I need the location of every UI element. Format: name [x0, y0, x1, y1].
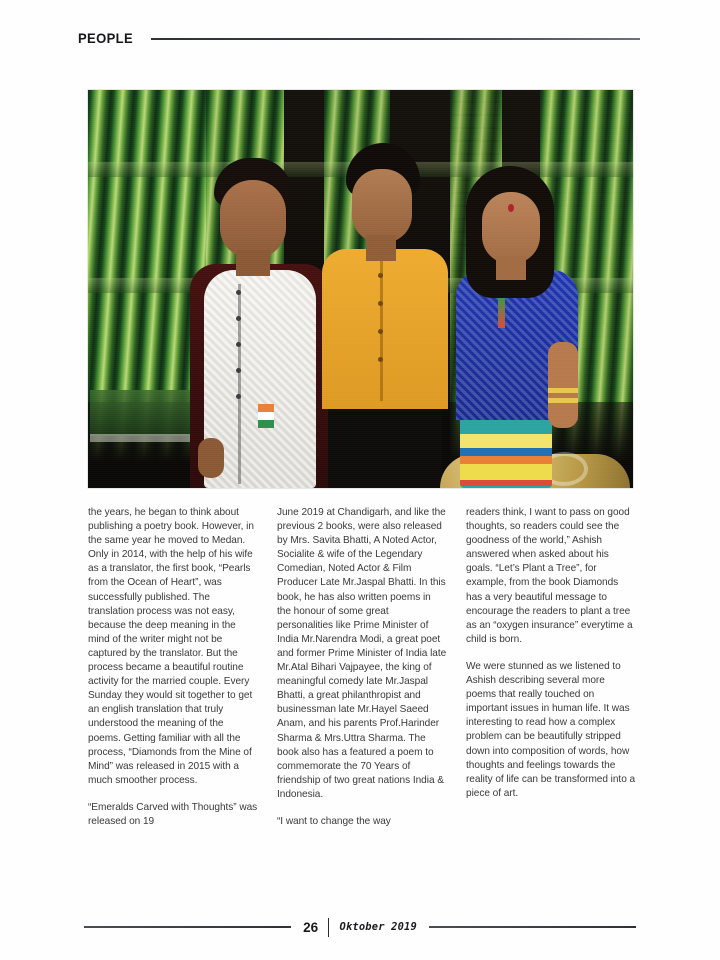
vest-button: [236, 316, 241, 321]
text-column-3: [466, 506, 636, 842]
paragraph: “I want to change the way: [277, 815, 391, 827]
header-rule: [151, 38, 640, 40]
bangle: [548, 398, 578, 403]
face: [352, 169, 412, 243]
lapel-pin: [258, 404, 274, 428]
vest-button: [236, 368, 241, 373]
vest-button: [236, 290, 241, 295]
kurta-button: [378, 357, 383, 362]
page-footer: [84, 916, 636, 938]
issue-date: Oktober 2019: [339, 921, 417, 933]
paragraph: We were stunned as we listened to Ashish describing several more poems that really touched on important issues in human life. It was interesting to read how a complex problem can be beautifully stripped down into composition of words, how thoughts and feelings towards the reality of life can be transformed into a piece of art.: [466, 660, 636, 799]
footer-divider: [328, 918, 329, 937]
face: [482, 192, 540, 264]
necklace-tassel: [498, 294, 505, 328]
arm: [548, 342, 578, 428]
bangle: [548, 388, 578, 393]
article-photo: [88, 90, 633, 488]
trousers: [328, 405, 442, 488]
person-center: [320, 143, 450, 488]
photo-scene: [88, 90, 633, 488]
kurta-button: [378, 301, 383, 306]
neck: [496, 256, 526, 280]
paragraph: June 2019 at Chandigarh, and like the previous 2 books, were also released by Mrs. Savita Bhatti, A Noted Actor, Socialite & wife of the Legendary Comedian, Noted Actor & Film Producer Late Mr.Jaspal Bhatti. In this book, he has also written poems in the honour of some great personalities like Prime Minister of India Mr.Narendra Modi, a great poet and former Prime Minister of India late Mr.Atal Bihari Vajpayee, the king of meaningful comedy late Mr.Jaspal Bhatti, a great philanthropist and businessman late Mr.Hayel Saeed Anam, and his parents Prof.Harinder Sharma & Mrs.Uttra Sharma. The book also has a featured a poem to commemorate the 70 Years of friendship of two great nations India & Indonesia.: [277, 507, 447, 800]
paragraph: readers think, I want to pass on good thoughts, so readers could see the goodness of the world,” Ashish answered when asked about his goals. “Let’s Plant a Tree”, for example, from the book Diamonds has a very beautiful message to encourage the readers to plant a tree as an “oxygen insurance” everytime a child is born.: [466, 507, 633, 645]
page-header: [78, 26, 640, 50]
hand: [198, 438, 224, 478]
person-left: [184, 158, 334, 488]
vest-seam: [238, 284, 241, 484]
footer-rule-left: [84, 926, 291, 928]
vest-button: [236, 342, 241, 347]
face: [220, 180, 286, 258]
vest-button: [236, 394, 241, 399]
paragraph: “Emeralds Carved with Thoughts” was released on 19: [88, 801, 258, 827]
footer-center: [291, 918, 429, 937]
page-number: 26: [303, 919, 319, 935]
neck: [236, 250, 270, 276]
kurta-button: [378, 329, 383, 334]
neck: [366, 235, 396, 261]
yellow-kurta: [322, 249, 448, 409]
text-column-2: [277, 506, 447, 842]
article-body: [88, 506, 636, 842]
person-right: [440, 166, 590, 488]
footer-rule-right: [429, 926, 636, 928]
section-label: PEOPLE: [78, 30, 134, 46]
paragraph: the years, he began to think about publishing a poetry book. However, in the same year he moved to Medan. Only in 2014, with the help of his wife as a translator, the first book, “Pearls from the Ocean of Heart”, was successfully published. The translation process was not easy, because the deep meaning in the mind of the writer might not be captured by the translator. But the process became a beautiful routine activity for the married couple. Every Sunday they would sit together to get an english translation that truly understood the meaning of the poems. Getting familiar with all the process, “Diamonds from the Mine of Mind” was released in 2015 with a much smoother process.: [88, 507, 254, 786]
bindi: [508, 204, 514, 212]
text-column-1: [88, 506, 258, 842]
kurta-button: [378, 273, 383, 278]
